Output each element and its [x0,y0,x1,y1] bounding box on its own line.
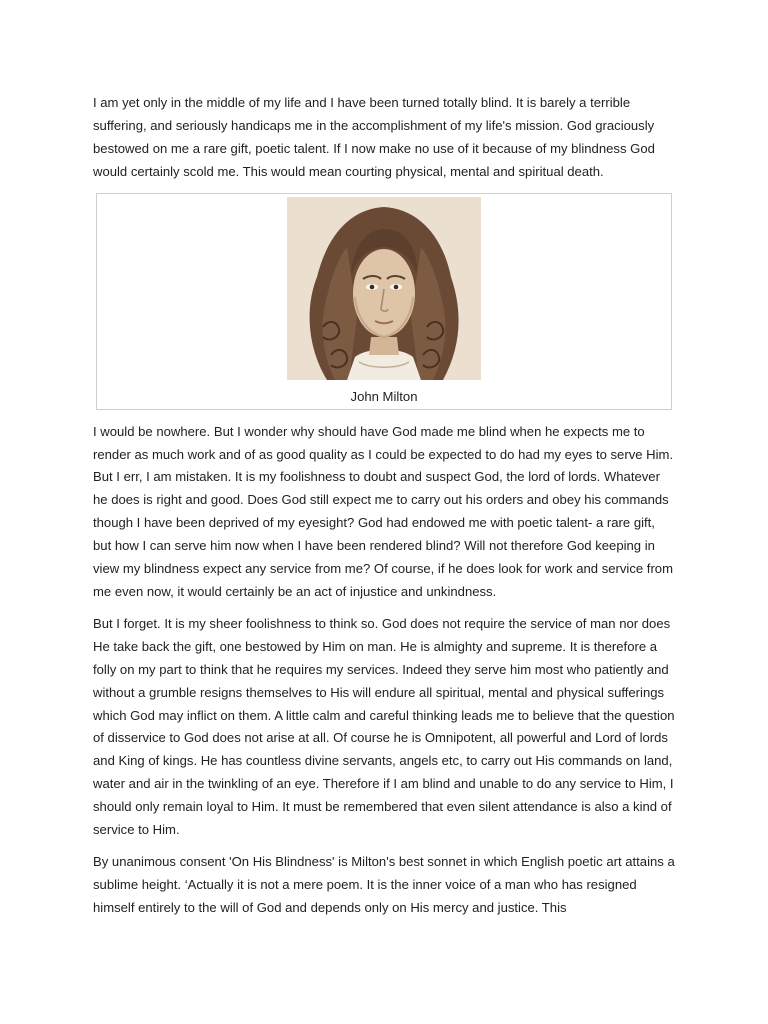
paragraph-4: By unanimous consent 'On His Blindness' is Milton's best sonnet in which English poetic art attains a sublime height. ‘Actually it is not a mere poem. It is the inner voice of a man who has resigned himself entirely to the will of God and depends only on His mercy and justice. This [93,853,675,915]
document-page [93,92,675,929]
paragraph-1: I am yet only in the middle of my life and I have been turned totally blind. It is barely a terrible suffering, and seriously handicaps me in the accomplishment of my life's mission. God graciously bestowed on me a rare gift, poetic talent. If I now make no use of it because of my blindness God would certainly scold me. This would mean courting physical, mental and spiritual death. [93,95,655,179]
paragraph-2: I would be nowhere. But I wonder why should have God made me blind when he expects me to render as much work and of as good quality as I could be expected to do had my eyes to serve Him. But I err, I am mistaken. It is my foolishness to doubt and suspect God, the lord of lords. Whatever he does is right and good. Does God still expect me to carry out his orders and obey his commands though I have been deprived of my eyesight? God had endowed me with poetic talent- a rare gift, but how I can serve him now when I have been rendered blind? Will not therefore God keeping in view my blindness expect any service from me? Of course, if he does look for work and service from me even now, it would certainly be an act of injustice and unkindness. [93,423,674,599]
portrait-engraving-icon [287,197,481,380]
figure-box [96,193,672,410]
figure-caption: John Milton [350,388,418,404]
paragraph-3: But I forget. It is my sheer foolishness to think so. God does not require the service of man nor does He take back the gift, one bestowed by Him on man. He is almighty and supreme. It is therefore a folly on my part to think that he requires my services. Indeed they serve him most who patiently and without a grumble resigns themselves to His will endure all spiritual, mental and physical sufferings which God may inflict on them. A little calm and careful thinking leads me to believe that the question of disservice to God does not arise at all. Of course he is Omnipotent, all powerful and Lord of lords and King of kings. He has countless divine servants, angels etc, to carry out His commands on land, water and air in the twinkling of an eye. Therefore if I am blind and unable to do any service to Him, I should only remain loyal to Him. It must be remembered that even silent attendance is also a kind of service to Him. [93,615,675,838]
